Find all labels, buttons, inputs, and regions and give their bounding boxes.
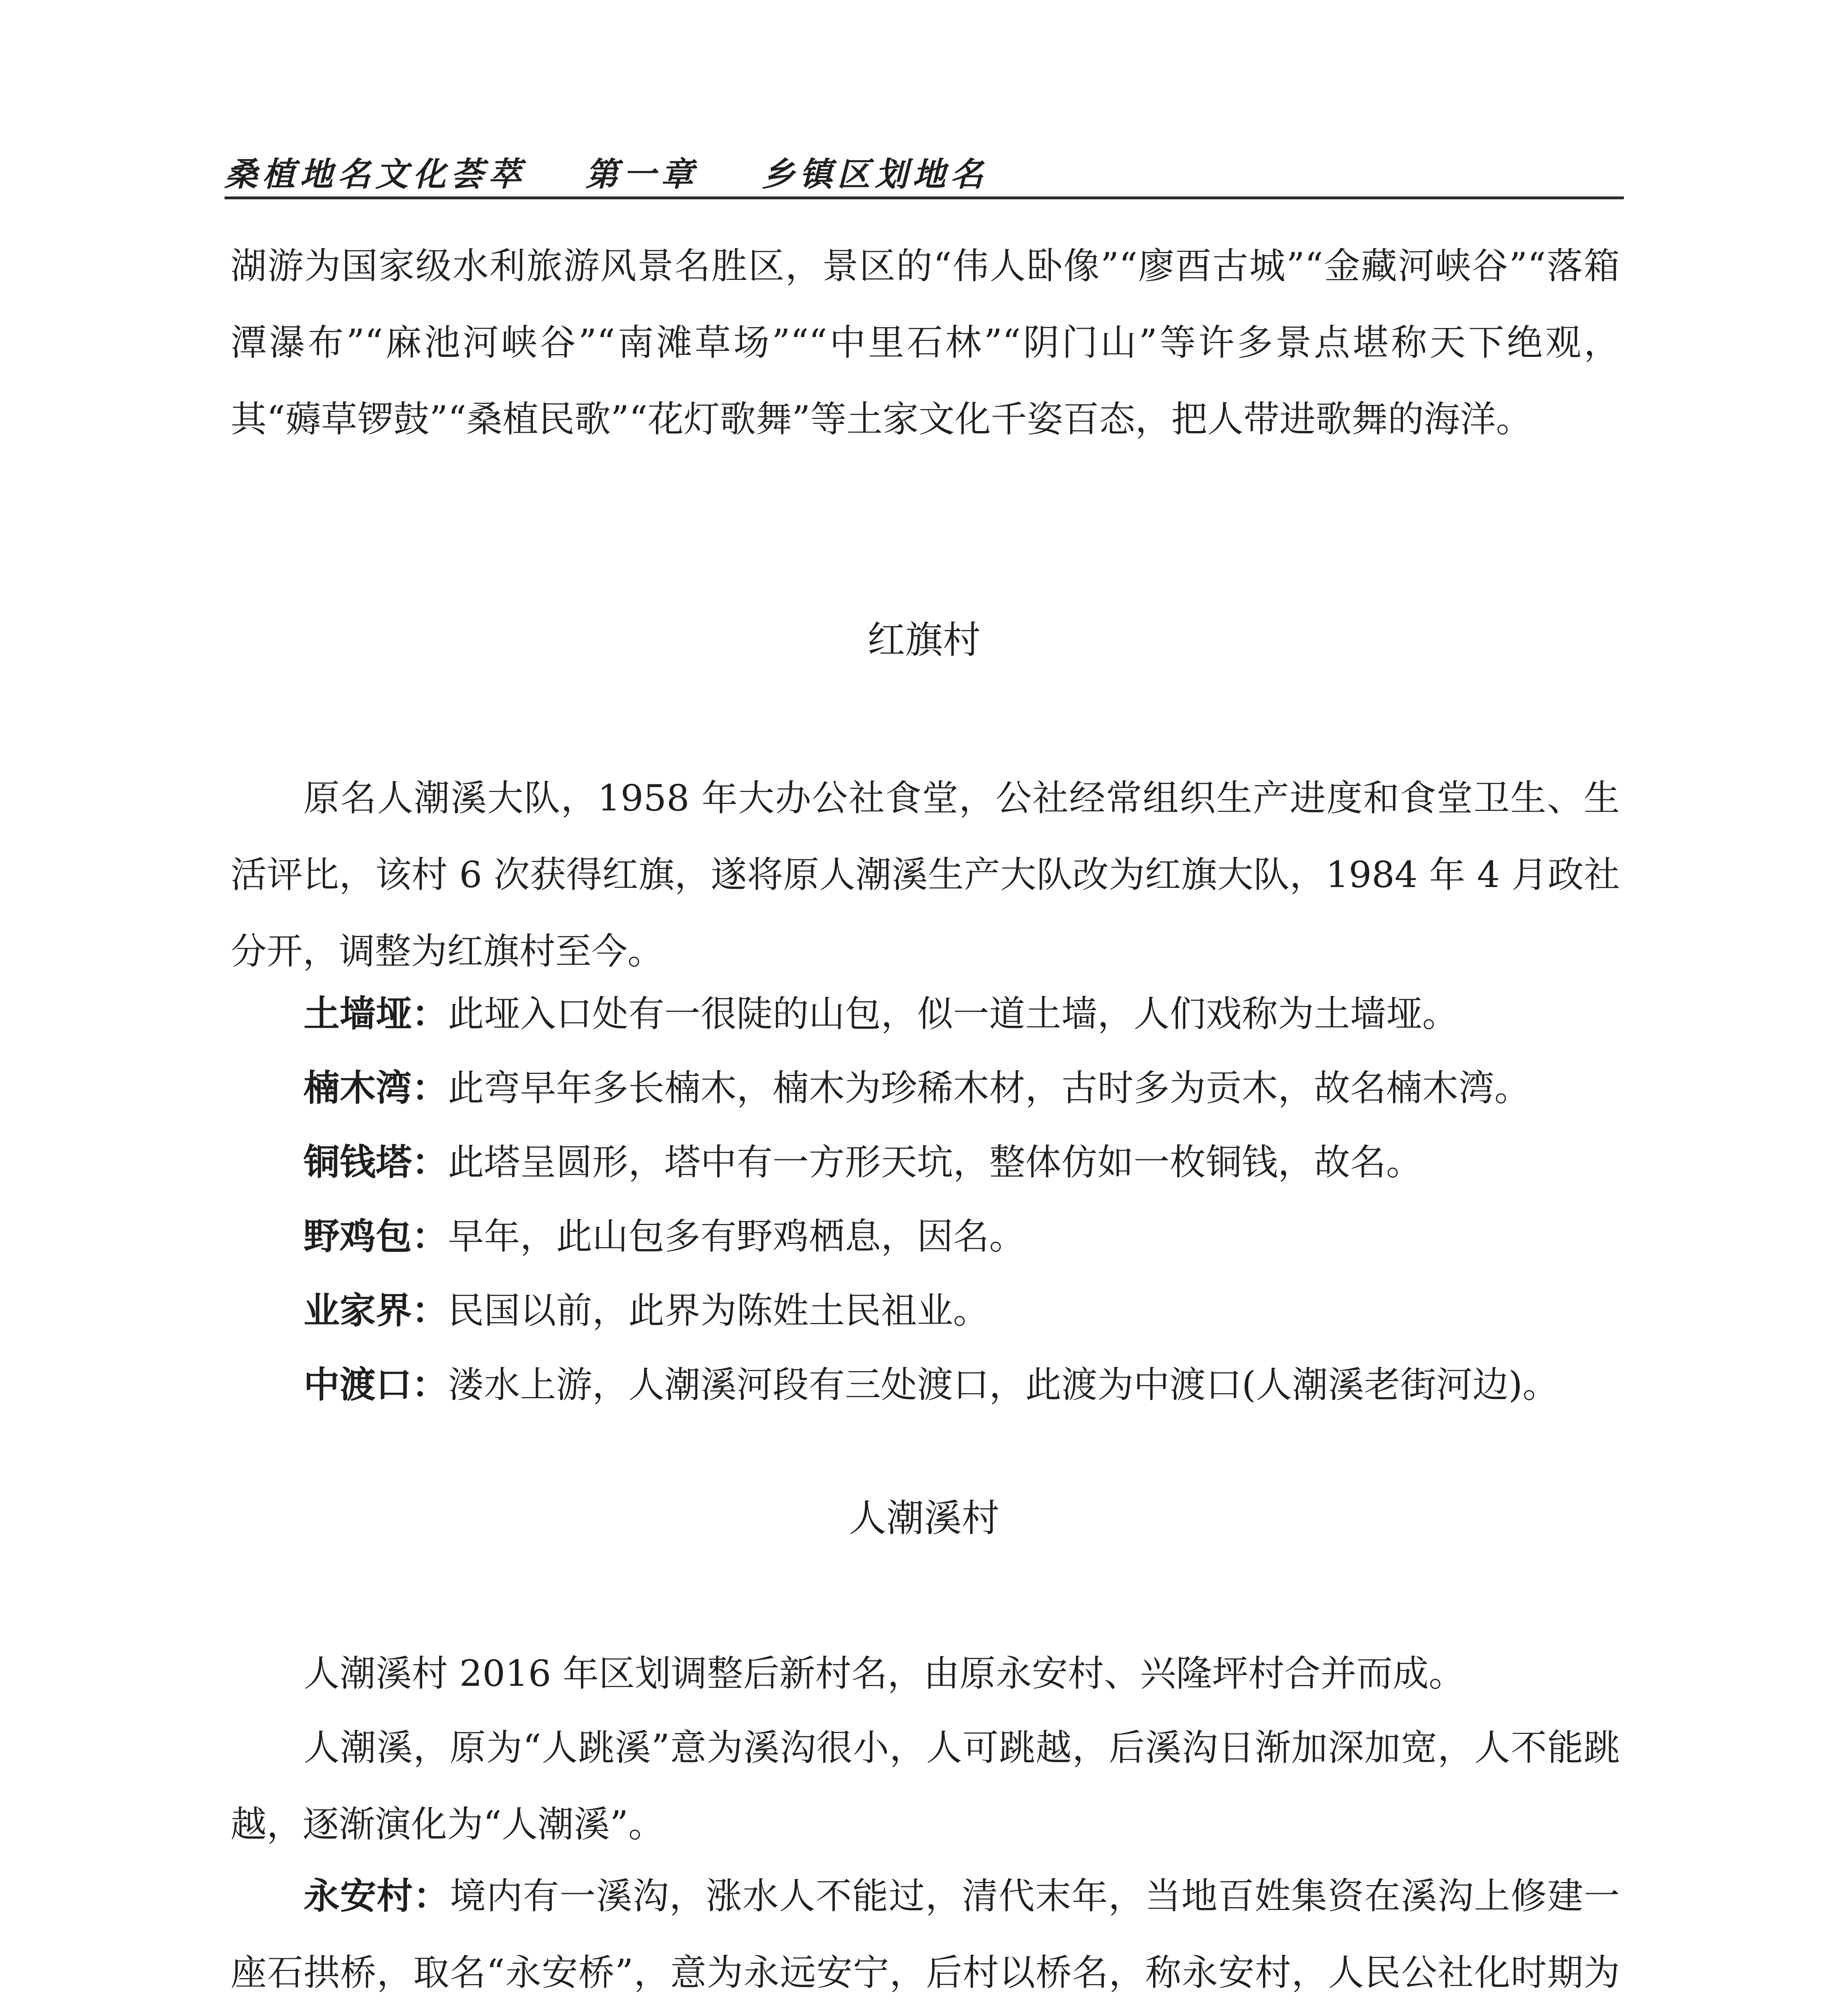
entry-text: 此塔呈圆形，塔中有一方形天坑，整体仿如一枚铜钱，故名。 [448,1141,1422,1183]
header-book-title: 桑植地名文化荟萃 [225,155,526,194]
entry-text: 早年，此山包多有野鸡栖息，因名。 [448,1215,1025,1258]
section-title-hongqi: 红旗村 [867,618,981,662]
entry-term: 中渡口： [304,1363,448,1406]
section-title-renchaoxi: 人潮溪村 [848,1497,1000,1540]
entry-term: 土墙垭： [304,992,448,1035]
entry-tuqiangya [231,976,1620,1052]
entry-text: 溇水上游，人潮溪河段有三处渡口，此渡为中渡口(人潮溪老街河边)。 [448,1364,1559,1406]
header-chapter-title: 乡镇区划地名 [762,155,988,194]
entry-yonganchun [231,1858,1620,2005]
entry-nanmuwan [231,1050,1620,1126]
entry-term: 野鸡包： [304,1215,448,1258]
entry-text: 此弯早年多长楠木，楠木为珍稀木材，古时多为贡木，故名楠木湾。 [448,1067,1530,1109]
entry-text: 境内有一溪沟，涨水人不能过，清代末年，当地百姓集资在溪沟上修建一座石拱桥，取名“永安桥”，意为永远安宁，后村以桥名，称永安村，人民公社化时期为 [231,1875,1620,1994]
renchaoxi-paragraph-2: 人潮溪，原为“人跳溪”意为溪沟很小，人可跳越，后溪沟日渐加深加宽，人不能跳越，逐渐演化为“人潮溪”。 [231,1727,1620,1845]
intro-paragraph: 湖游为国家级水利旅游风景名胜区，景区的“伟人卧像”“廖酉古城”“金藏河峡谷”“落箱潭瀑布”“麻池河峡谷”“南滩草场”““中里石林”“阴门山”等许多景点堪称天下绝观，其“薅草锣鼓”“桑植民歌”“花灯歌舞”等土家文化千姿百态，把人带进歌舞的海洋。 [231,245,1620,440]
entry-term: 业家界： [304,1289,448,1332]
entry-text: 此垭入口处有一很陡的山包，似一道土墙，人们戏称为土墙垭。 [448,993,1458,1035]
entry-term: 楠木湾： [304,1067,448,1109]
renchaoxi-paragraph-1: 人潮溪村 2016 年区划调整后新村名，由原永安村、兴隆坪村合并而成。 [304,1653,1465,1695]
hongqi-intro-paragraph: 原名人潮溪大队，1958 年大办公社食堂，公社经常组织生产进度和食堂卫生、生活评比，该村 6 次获得红旗，遂将原人潮溪生产大队改为红旗大队，1984 年 4 月政社分开，调整为红旗村至今。 [231,777,1620,972]
entry-text: 民国以前，此界为陈姓土民祖业。 [448,1290,989,1332]
entry-yejiajie [231,1272,1620,1349]
entry-zhongdukou [231,1347,1620,1423]
entry-term: 铜钱塔： [304,1141,448,1183]
running-header [225,144,1624,194]
header-chapter: 第一章 [585,155,698,194]
header-divider [225,196,1624,199]
entry-tongqianta [231,1124,1620,1201]
entry-yejibao [231,1198,1620,1275]
entry-term: 永安村： [304,1875,450,1917]
